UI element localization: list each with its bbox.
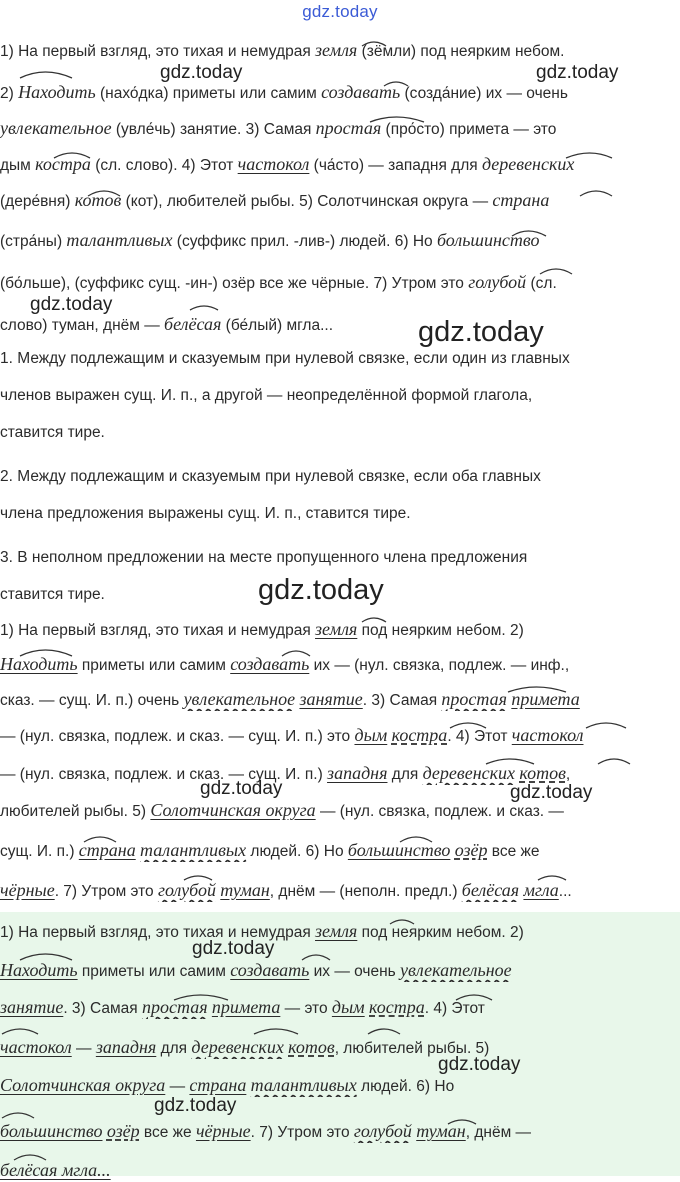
text-line: 1) На первый взгляд, это тихая и немудрая земля под неярким небом. 2): [0, 921, 524, 941]
watermark: gdz.today: [192, 938, 275, 959]
text-line: (стра́ны) талантливых (суффикс прил. -лив-) людей. 6) Но большинство: [0, 230, 540, 250]
text-line: 1) На первый взгляд, это тихая и немудрая земля (зёмли) под неярким небом.: [0, 40, 565, 60]
text-line: занятие. 3) Самая простая примета — это дым костра. 4) Этот: [0, 997, 485, 1017]
rule-line: ставится тире.: [0, 586, 105, 603]
rule-line: 3. В неполном предложении на месте пропущенного члена предложения: [0, 549, 528, 566]
rule-line: 1. Между подлежащим и сказуемым при нулевой связке, если один из главных: [0, 350, 570, 367]
text-line: Солотчинская округа — страна талантливых людей. 6) Но: [0, 1075, 455, 1095]
watermark: gdz.today: [438, 1054, 521, 1075]
text-line: 2) Находить (нахо́дка) приметы или самим создавать (созда́ние) их — очень: [0, 82, 568, 102]
text-line: увлекательное (увле́чь) занятие. 3) Самая простая (про́сто) примета — это: [0, 118, 557, 138]
rule-line: членов выражен сущ. И. п., а другой — неопределённой формой глагола,: [0, 387, 533, 404]
text-line: белёсая мгла...: [0, 1160, 111, 1180]
text-line: Находить приметы или самим создавать их — очень увлекательное: [0, 960, 512, 980]
site-header: gdz.today: [302, 2, 378, 21]
text-line: Находить приметы или самим создавать их — (нул. связка, подлеж. — инф.,: [0, 654, 570, 674]
text-line: — (нул. связка, подлеж. и сказ. — сущ. И. п.) это дым костра. 4) Этот частокол: [0, 725, 584, 745]
text-line: дым костра (сл. слово). 4) Этот частокол (ча́сто) — западня для деревенских: [0, 154, 575, 174]
watermark: gdz.today: [418, 316, 544, 348]
rule-line: 2. Между подлежащим и сказуемым при нулевой связке, если оба главных: [0, 468, 541, 485]
text-line: чёрные. 7) Утром это голубой туман, днём — (неполн. предл.) белёсая мгла...: [0, 880, 572, 900]
text-line: сказ. — сущ. И. п.) очень увлекательное занятие. 3) Самая простая примета: [0, 689, 580, 709]
rule-line: члена предложения выражены сущ. И. п., ставится тире.: [0, 505, 411, 522]
text-line: частокол — западня для деревенских котов, любителей рыбы. 5): [0, 1037, 490, 1057]
text-line: 1) На первый взгляд, это тихая и немудрая земля под неярким небом. 2): [0, 619, 524, 639]
watermark: gdz.today: [510, 782, 593, 803]
text-line: — (нул. связка, подлеж. и сказ. — сущ. И. п.) западня для деревенских котов,: [0, 763, 571, 783]
text-line: сущ. И. п.) страна талантливых людей. 6) Но большинство озёр все же: [0, 840, 540, 860]
text-line: большинство озёр все же чёрные. 7) Утром это голубой туман, днём —: [0, 1121, 532, 1141]
rule-line: ставится тире.: [0, 424, 105, 441]
watermark: gdz.today: [30, 294, 113, 315]
text-line: (дере́вня) котов (кот), любителей рыбы. 5) Солотчинская округа — страна: [0, 190, 550, 210]
watermark: gdz.today: [200, 778, 283, 799]
watermark: gdz.today: [536, 62, 619, 83]
watermark: gdz.today: [160, 62, 243, 83]
text-line: любителей рыбы. 5) Солотчинская округа — (нул. связка, подлеж. и сказ. —: [0, 800, 564, 820]
watermark: gdz.today: [258, 574, 384, 606]
watermark: gdz.today: [154, 1095, 237, 1116]
text-line: слово) туман, днём — белёсая (бе́лый) мгла...: [0, 314, 334, 334]
text-line: (бо́льше), (суффикс сущ. -ин-) озёр все же чёрные. 7) Утром это голубой (сл.: [0, 272, 557, 292]
